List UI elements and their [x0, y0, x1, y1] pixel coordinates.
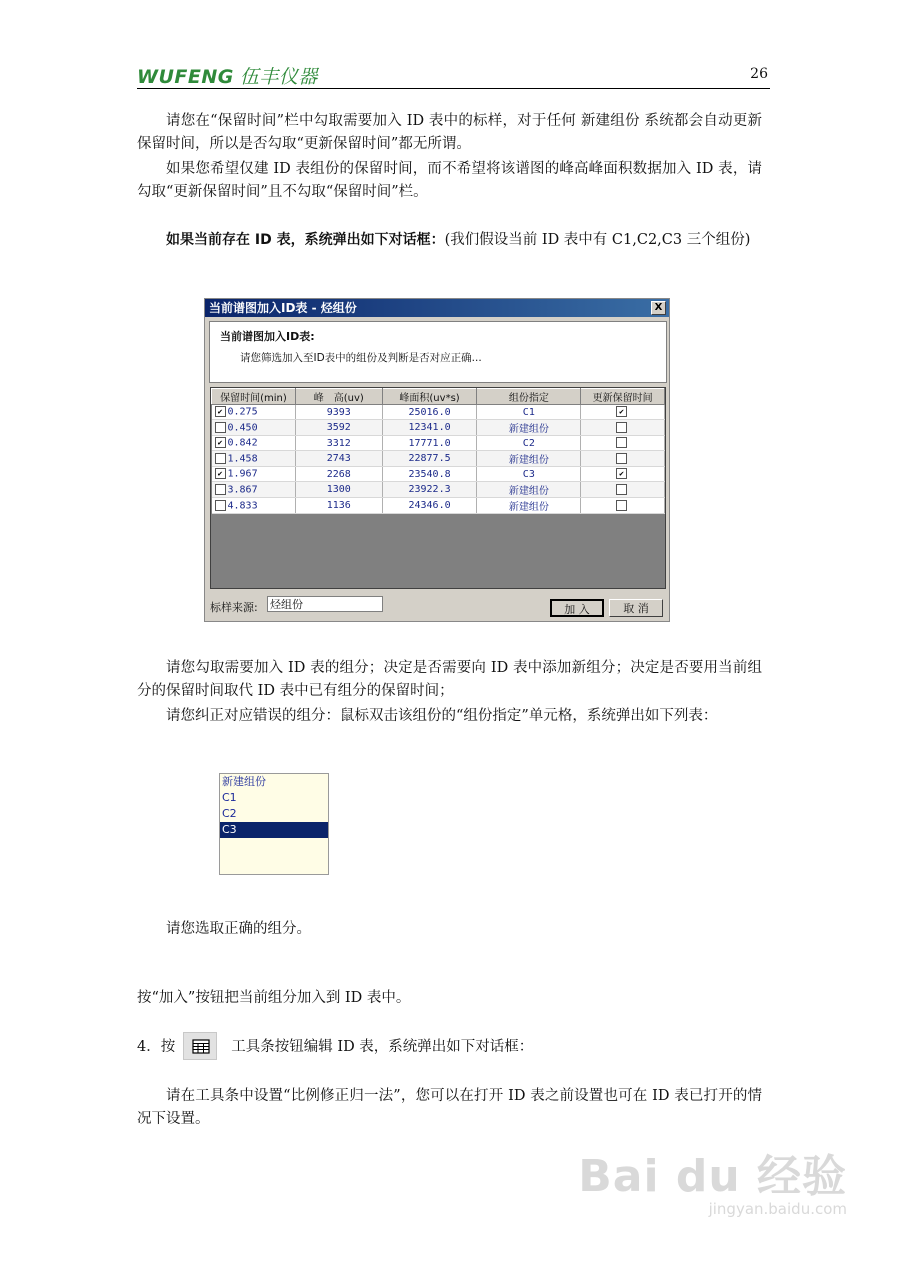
- paragraph-6: 请您选取正确的组分。: [166, 921, 311, 937]
- row-checkbox[interactable]: [215, 484, 226, 495]
- paragraph-8-suffix: 工具条按钮编辑 ID 表，系统弹出如下对话框：: [231, 1039, 534, 1055]
- component-cell[interactable]: 新建组份: [477, 498, 581, 514]
- col-header-update[interactable]: 更新保留时间: [581, 389, 665, 405]
- component-grid: [210, 387, 666, 589]
- update-cell: [581, 482, 665, 498]
- watermark-brand: Bai du 经验: [578, 1151, 847, 1202]
- table-row: [212, 467, 665, 482]
- id-table-toolbar-button[interactable]: [183, 1032, 217, 1060]
- component-cell[interactable]: C1: [477, 405, 581, 420]
- col-header-rt[interactable]: 保留时间(min): [212, 389, 296, 405]
- component-cell[interactable]: 新建组份: [477, 420, 581, 436]
- rt-value: 3.867: [227, 484, 258, 496]
- paragraph-3-rest: (我们假设当前 ID 表中有 C1,C2,C3 三个组份): [444, 232, 751, 248]
- table-row: [212, 451, 665, 467]
- area-cell: 25016.0: [382, 405, 477, 420]
- company-logo: [137, 62, 318, 89]
- table-row: [212, 482, 665, 498]
- rt-cell: [212, 405, 296, 420]
- rt-value: 0.842: [227, 437, 258, 449]
- height-cell: 1300: [295, 482, 382, 498]
- table-row: [212, 420, 665, 436]
- area-cell: 17771.0: [382, 436, 477, 451]
- logo-latin: WUFENG: [137, 66, 234, 88]
- row-checkbox[interactable]: [215, 453, 226, 464]
- rt-cell: [212, 482, 296, 498]
- dialog-title: 当前谱图加入ID表 - 烃组份: [209, 301, 357, 315]
- update-cell: [581, 451, 665, 467]
- paragraph-2: 如果您希望仅建 ID 表组份的保留时间，而不希望将该谱图的峰高峰面积数据加入 ID 表，请勾取“更新保留时间”且不勾取“保留时间”栏。: [137, 161, 762, 200]
- update-cell: [581, 405, 665, 420]
- source-input[interactable]: 烃组份: [267, 596, 383, 612]
- update-cell: [581, 467, 665, 482]
- row-checkbox[interactable]: [215, 500, 226, 511]
- component-cell[interactable]: C2: [477, 436, 581, 451]
- paragraph-3: [137, 229, 762, 252]
- update-checkbox[interactable]: ✔: [616, 406, 627, 417]
- paragraph-5: 请您纠正对应错误的组分：鼠标双击该组份的“组份指定”单元格，系统弹出如下列表：: [166, 708, 718, 724]
- dialog-subheading: 请您筛选加入至ID表中的组份及判断是否对应正确...: [240, 352, 482, 364]
- source-label: 标样来源:: [210, 601, 258, 614]
- height-cell: 9393: [295, 405, 382, 420]
- rt-cell: [212, 498, 296, 514]
- paragraph-8-prefix: 4．按: [137, 1039, 176, 1055]
- area-cell: 23540.8: [382, 467, 477, 482]
- height-cell: 2743: [295, 451, 382, 467]
- table-header-row: [212, 389, 665, 405]
- height-cell: 3312: [295, 436, 382, 451]
- update-checkbox[interactable]: [616, 453, 627, 464]
- col-header-component[interactable]: 组份指定: [477, 389, 581, 405]
- header-rule: [137, 88, 770, 89]
- paragraph-3-bold: 如果当前存在 ID 表，系统弹出如下对话框：: [166, 232, 445, 248]
- paragraph-1: 请您在“保留时间”栏中勾取需要加入 ID 表中的标样，对于任何 新建组份 系统都会自动更新保留时间，所以是否勾取“更新保留时间”都无所谓。: [137, 113, 762, 152]
- list-item[interactable]: 新建组份: [222, 775, 266, 788]
- col-header-area[interactable]: 峰面积(uv*s): [382, 389, 477, 405]
- component-cell[interactable]: 新建组份: [477, 482, 581, 498]
- row-checkbox[interactable]: ✔: [215, 406, 226, 417]
- rt-cell: [212, 436, 296, 451]
- height-cell: 3592: [295, 420, 382, 436]
- area-cell: 12341.0: [382, 420, 477, 436]
- page-number: 26: [750, 66, 768, 82]
- rt-value: 0.275: [227, 406, 258, 418]
- cancel-button[interactable]: 取 消: [609, 599, 663, 617]
- table-icon: [184, 1033, 218, 1061]
- update-cell: [581, 436, 665, 451]
- update-checkbox[interactable]: [616, 422, 627, 433]
- update-cell: [581, 498, 665, 514]
- rt-value: 4.833: [227, 500, 258, 512]
- paragraph-8: [137, 1036, 762, 1059]
- table-row: [212, 498, 665, 514]
- rt-value: 1.458: [227, 453, 258, 465]
- table-row: [212, 405, 665, 420]
- table-row: [212, 436, 665, 451]
- area-cell: 24346.0: [382, 498, 477, 514]
- watermark-url: jingyan.baidu.com: [708, 1200, 847, 1218]
- dialog-titlebar: [205, 299, 669, 317]
- dialog-header-panel: [209, 321, 667, 383]
- component-table: [211, 388, 665, 514]
- rt-value: 1.967: [227, 468, 258, 480]
- logo-cn: 伍丰仪器: [239, 66, 318, 88]
- list-item[interactable]: C2: [222, 807, 237, 820]
- row-checkbox[interactable]: [215, 422, 226, 433]
- update-checkbox[interactable]: [616, 500, 627, 511]
- col-header-height[interactable]: 峰 高(uv): [295, 389, 382, 405]
- component-cell[interactable]: C3: [477, 467, 581, 482]
- area-cell: 23922.3: [382, 482, 477, 498]
- update-checkbox[interactable]: [616, 484, 627, 495]
- close-icon[interactable]: X: [651, 301, 666, 315]
- rt-cell: [212, 420, 296, 436]
- rt-cell: [212, 467, 296, 482]
- baidu-watermark: [578, 1140, 847, 1218]
- add-button[interactable]: 加 入: [550, 599, 604, 617]
- component-cell[interactable]: 新建组份: [477, 451, 581, 467]
- list-item[interactable]: C1: [222, 791, 237, 804]
- row-checkbox[interactable]: ✔: [215, 468, 226, 479]
- update-checkbox[interactable]: ✔: [616, 468, 627, 479]
- paragraph-4: 请您勾取需要加入 ID 表的组分；决定是否需要向 ID 表中添加新组分；决定是否要用当前组分的保留时间取代 ID 表中已有组分的保留时间；: [137, 660, 762, 699]
- dialog-heading: 当前谱图加入ID表:: [220, 330, 315, 343]
- add-to-id-table-dialog: [204, 298, 670, 622]
- update-cell: [581, 420, 665, 436]
- component-list-popup: [219, 773, 329, 875]
- row-checkbox[interactable]: ✔: [215, 437, 226, 448]
- update-checkbox[interactable]: [616, 437, 627, 448]
- height-cell: 2268: [295, 467, 382, 482]
- rt-value: 0.450: [227, 422, 258, 434]
- rt-cell: [212, 451, 296, 467]
- height-cell: 1136: [295, 498, 382, 514]
- list-item-selected[interactable]: C3: [220, 822, 328, 838]
- area-cell: 22877.5: [382, 451, 477, 467]
- paragraph-7: 按“加入”按钮把当前组分加入到 ID 表中。: [137, 990, 411, 1006]
- paragraph-9: 请在工具条中设置“比例修正归一法”，您可以在打开 ID 表之前设置也可在 ID 表已打开的情况下设置。: [137, 1088, 762, 1127]
